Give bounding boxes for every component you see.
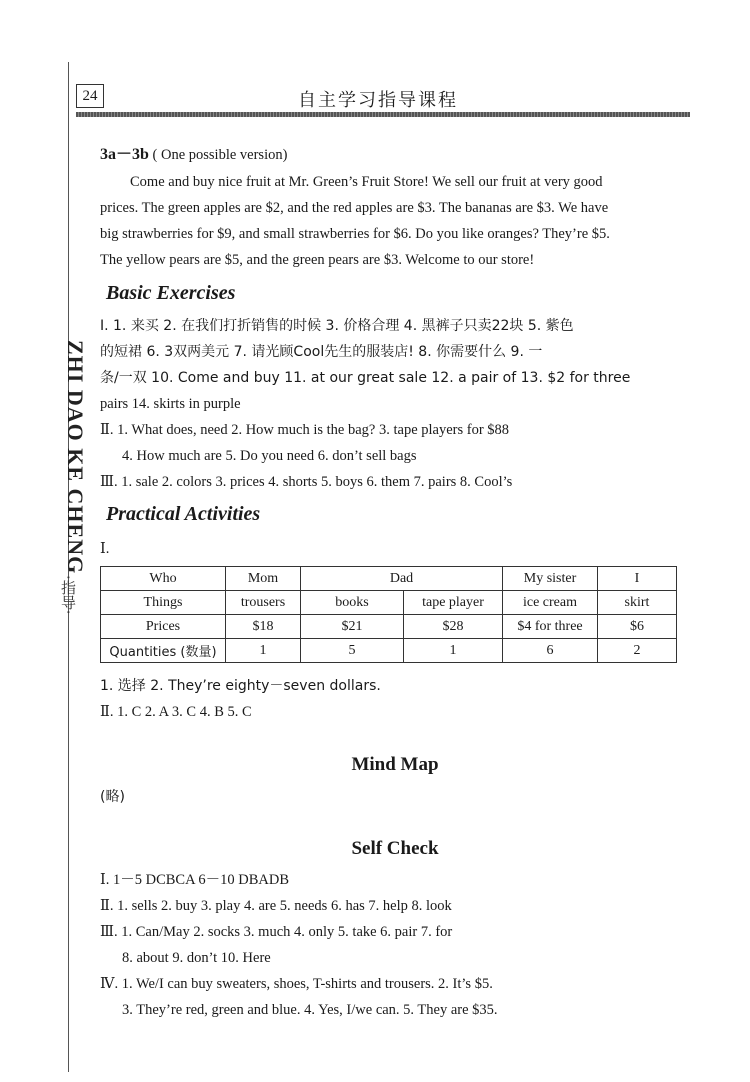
practical-activities-title: Practical Activities bbox=[106, 503, 261, 525]
table-cell: Who bbox=[101, 567, 226, 591]
table-cell: tape player bbox=[404, 591, 503, 615]
section-3a-line: The yellow pears are $5, and the green pears are $3. Welcome to our store! bbox=[100, 252, 535, 268]
mind-map-note: (略) bbox=[100, 789, 125, 805]
section-3a-heading bbox=[100, 146, 287, 164]
basic-line: Ⅰ. 1. 来买 2. 在我们打折销售的时候 3. 价格合理 4. 黑裤子只卖22块 5. 紫色 bbox=[100, 318, 574, 334]
table-cell: $18 bbox=[226, 615, 301, 639]
self-check-line: 3. They’re red, green and blue. 4. Yes, I/we can. 5. They are $35. bbox=[122, 1002, 498, 1018]
basic-line: pairs 14. skirts in purple bbox=[100, 396, 241, 412]
table-cell: $6 bbox=[598, 615, 677, 639]
practical-line: 1. 选择 2. They’re eighty－seven dollars. bbox=[100, 678, 381, 694]
table-cell: skirt bbox=[598, 591, 677, 615]
self-check-line: Ⅳ. 1. We/I can buy sweaters, shoes, T-shirts and trousers. 2. It’s $5. bbox=[100, 976, 493, 992]
table-cell: $28 bbox=[404, 615, 503, 639]
table-cell: 1 bbox=[226, 639, 301, 663]
table-row bbox=[101, 639, 677, 663]
table-row bbox=[101, 615, 677, 639]
self-check-line: Ⅱ. 1. sells 2. buy 3. play 4. are 5. needs 6. has 7. help 8. look bbox=[100, 898, 452, 914]
answer-table bbox=[100, 566, 677, 663]
header-rule bbox=[76, 112, 690, 117]
table-cell: Dad bbox=[301, 567, 503, 591]
basic-line: 4. How much are 5. Do you need 6. don’t sell bags bbox=[122, 448, 417, 464]
section-3a-line: Come and buy nice fruit at Mr. Green’s Fruit Store! We sell our fruit at very good bbox=[130, 174, 603, 190]
practical-part-1: Ⅰ. bbox=[100, 541, 110, 557]
basic-line: 的短裙 6. 3双两美元 7. 请光顾Cool先生的服装店! 8. 你需要什么 9. 一 bbox=[100, 344, 543, 360]
table-cell: 1 bbox=[404, 639, 503, 663]
table-cell: ice cream bbox=[503, 591, 598, 615]
self-check-line: 8. about 9. don’t 10. Here bbox=[122, 950, 271, 966]
table-cell: Quantities (数量) bbox=[101, 639, 226, 663]
table-cell: Mom bbox=[226, 567, 301, 591]
table-row bbox=[101, 591, 677, 615]
basic-line: 条/一双 10. Come and buy 11. at our great sale 12. a pair of 13. $2 for three bbox=[100, 370, 631, 386]
table-cell: trousers bbox=[226, 591, 301, 615]
basic-line: Ⅲ. 1. sale 2. colors 3. prices 4. shorts 5. boys 6. them 7. pairs 8. Cool’s bbox=[100, 474, 513, 490]
table-cell: Things bbox=[101, 591, 226, 615]
header-title: 自主学习指导课程 bbox=[298, 90, 458, 111]
section-3a-label: 3a－3b bbox=[100, 146, 149, 163]
table-cell: 5 bbox=[301, 639, 404, 663]
self-check-line: Ⅲ. 1. Can/May 2. socks 3. much 4. only 5. take 6. pair 7. for bbox=[100, 924, 453, 940]
mind-map-title: Mind Map bbox=[351, 754, 439, 775]
table-cell: My sister bbox=[503, 567, 598, 591]
table-cell: $4 for three bbox=[503, 615, 598, 639]
section-3a-line: prices. The green apples are $2, and the red apples are $3. The bananas are $3. We have bbox=[100, 200, 609, 216]
basic-line: Ⅱ. 1. What does, need 2. How much is the bag? 3. tape players for $88 bbox=[100, 422, 510, 438]
page-number: 24 bbox=[76, 84, 104, 108]
side-vertical-subtitle: ·指导· bbox=[59, 575, 77, 615]
table-cell: 2 bbox=[598, 639, 677, 663]
table-cell: Prices bbox=[101, 615, 226, 639]
table-cell: I bbox=[598, 567, 677, 591]
table-cell: $21 bbox=[301, 615, 404, 639]
self-check-title: Self Check bbox=[351, 838, 439, 859]
side-vertical-title: ZHI DAO KE CHENG bbox=[63, 340, 88, 575]
self-check-line: Ⅰ. 1－5 DCBCA 6－10 DBADB bbox=[100, 872, 290, 888]
table-cell: 6 bbox=[503, 639, 598, 663]
section-3a-line: big strawberries for $9, and small strawberries for $6. Do you like oranges? They’re $5. bbox=[100, 226, 610, 242]
table-row bbox=[101, 567, 677, 591]
basic-exercises-title: Basic Exercises bbox=[106, 282, 236, 304]
section-3a-note: ( One possible version) bbox=[152, 147, 288, 163]
practical-line: Ⅱ. 1. C 2. A 3. C 4. B 5. C bbox=[100, 704, 252, 720]
table-cell: books bbox=[301, 591, 404, 615]
